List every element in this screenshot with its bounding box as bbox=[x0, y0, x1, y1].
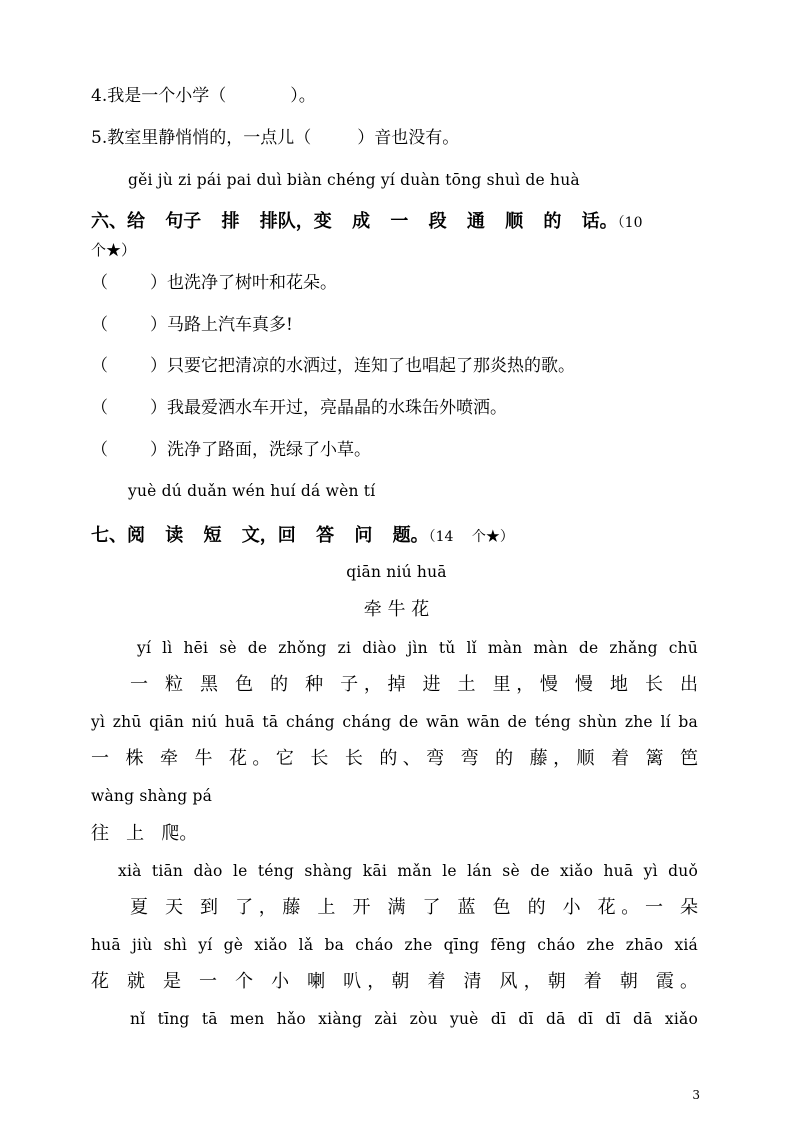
section-7-pinyin: yuè dú duǎn wén huí dá wèn tí bbox=[128, 482, 376, 500]
item-text: 也洗净了树叶和花朵。 bbox=[167, 273, 337, 293]
section-6-pinyin: gěi jù zi pái pai duì biàn chéng yí duàn tōng shuì de huà bbox=[128, 171, 580, 189]
story-title: 牵 牛 花 bbox=[363, 599, 430, 620]
story-pinyin-line: nǐ tīng tā men hǎo xiàng zài zòu yuè dī dī dā dī dī dā xiǎo bbox=[130, 1010, 698, 1028]
question-5-end: ）音也没有。 bbox=[357, 128, 460, 148]
section-7-title bbox=[91, 527, 733, 545]
story-text-line: 一 粒 黑 色 的 种 子，掉 进 土 里，慢 慢 地 长 出 bbox=[130, 674, 698, 695]
story-text-line: 花 就 是 一 个 小 喇 叭，朝 着 清 风，朝 着 朝 霞。 bbox=[91, 971, 698, 992]
item-bracket-close: ） bbox=[150, 315, 167, 335]
story-pinyin-line: yí lì hēi sè de zhǒng zi diào jìn tǔ lǐ màn màn de zhǎng chū bbox=[137, 639, 698, 657]
item-text: 洗净了路面，洗绿了小草。 bbox=[167, 440, 371, 460]
item-text: 马路上汽车真多! bbox=[167, 315, 293, 335]
story-pinyin-line: xià tiān dào le téng shàng kāi mǎn le lán sè de xiǎo huā yì duǒ bbox=[118, 862, 698, 880]
item-bracket-close: ） bbox=[150, 356, 167, 376]
section-7-stars: （14 个★） bbox=[428, 529, 514, 545]
story-text-line: 夏 天 到 了，藤 上 开 满 了 蓝 色 的 小 花。一 朵 bbox=[130, 897, 698, 918]
item-bracket-open: （ bbox=[91, 315, 108, 335]
item-text: 只要它把清凉的水洒过，连知了也唱起了那炎热的歌。 bbox=[167, 356, 575, 376]
section-6-stars-a: （10 bbox=[617, 215, 643, 231]
item-bracket-open: （ bbox=[91, 398, 108, 418]
question-4 bbox=[91, 88, 733, 105]
item-bracket-open: （ bbox=[91, 440, 108, 460]
list-item bbox=[91, 317, 733, 334]
question-5 bbox=[91, 130, 733, 147]
item-bracket-close: ） bbox=[150, 273, 167, 293]
item-bracket-close: ） bbox=[150, 398, 167, 418]
item-bracket-close: ） bbox=[150, 440, 167, 460]
section-6-title bbox=[91, 213, 733, 231]
section-6-heading: 六、给 句子 排 排队，变 成 一 段 通 顺 的 话。 bbox=[91, 211, 618, 232]
list-item bbox=[91, 275, 733, 292]
story-title-pinyin: qiān niú huā bbox=[346, 563, 447, 581]
list-item bbox=[91, 358, 733, 375]
item-text: 我最爱洒水车开过，亮晶晶的水珠缶外喷洒。 bbox=[167, 398, 507, 418]
story-text-line: 往 上 爬。 bbox=[91, 823, 198, 844]
item-bracket-open: （ bbox=[91, 273, 108, 293]
page-number: 3 bbox=[692, 1088, 700, 1102]
section-6-stars-b: 个★） bbox=[91, 241, 137, 259]
story-pinyin-line: yì zhū qiān niú huā tā cháng cháng de wān wān de téng shùn zhe lí ba bbox=[91, 713, 698, 731]
section-7-heading: 七、阅 读 短 文，回 答 问 题。 bbox=[91, 525, 429, 546]
story-pinyin-line: huā jiù shì yí gè xiǎo lǎ ba cháo zhe qīng fēng cháo zhe zhāo xiá bbox=[91, 936, 698, 954]
question-4-end: ）。 bbox=[290, 86, 316, 106]
item-bracket-open: （ bbox=[91, 356, 108, 376]
story-text-line: 一 株 牵 牛 花。它 长 长 的、弯 弯 的 藤，顺 着 篱 笆 bbox=[91, 748, 698, 769]
story-pinyin-line: wàng shàng pá bbox=[91, 787, 213, 805]
list-item bbox=[91, 400, 733, 417]
question-4-text: 4.我是一个小学（ bbox=[91, 86, 227, 106]
list-item bbox=[91, 442, 733, 459]
question-5-text: 5.教室里静悄悄的，一点儿（ bbox=[91, 128, 312, 148]
